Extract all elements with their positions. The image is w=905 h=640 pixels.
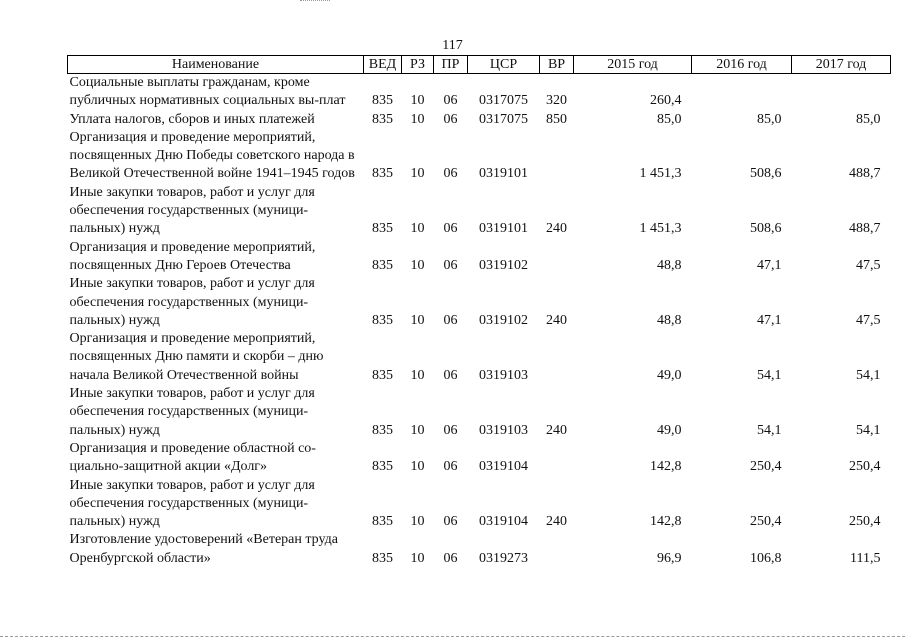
row-pr: 06 xyxy=(443,257,458,273)
row-rz: 10 xyxy=(410,550,425,566)
row-vr xyxy=(540,129,574,184)
row-name: Организация и проведение мероприятий, посвященных Дню Героев Отечества xyxy=(69,239,316,273)
row-value-2015: 96,9 xyxy=(657,550,682,566)
row-vr xyxy=(540,239,574,276)
row-vr: 240 xyxy=(546,514,567,530)
row-value-2015: 48,8 xyxy=(657,312,682,328)
row-vr: 850 xyxy=(546,111,567,127)
row-value-2016: 47,1 xyxy=(757,257,782,273)
row-name: Иные закупки товаров, работ и услуг для обеспечения государственных (муници-пальных) нужд xyxy=(69,184,315,237)
row-pr: 06 xyxy=(443,166,458,182)
row-value-2015: 1 451,3 xyxy=(639,166,682,182)
row-csr: 0319102 xyxy=(479,312,528,328)
table-row xyxy=(68,385,891,440)
row-value-2015: 1 451,3 xyxy=(639,221,682,237)
row-ved: 835 xyxy=(372,93,393,109)
row-csr: 0319103 xyxy=(479,367,528,383)
table-row xyxy=(68,239,891,276)
row-name: Организация и проведение областной со-циально-защитной акции «Долг» xyxy=(69,440,316,475)
row-value-2016: 85,0 xyxy=(757,111,782,127)
row-ved: 835 xyxy=(372,459,393,475)
row-csr: 0319101 xyxy=(479,221,528,237)
row-name: Уплата налогов, сборов и иных платежей xyxy=(69,111,315,127)
row-value-2015: 85,0 xyxy=(657,111,682,127)
row-csr: 0319102 xyxy=(479,257,528,273)
row-csr: 0317075 xyxy=(479,111,528,127)
row-vr xyxy=(540,330,574,385)
row-value-2016: 250,4 xyxy=(750,459,782,475)
table-row xyxy=(68,477,891,532)
header-pr: ПР xyxy=(434,56,468,74)
row-vr: 320 xyxy=(546,93,567,109)
row-value-2017: 47,5 xyxy=(856,312,881,328)
scan-artifact xyxy=(300,0,330,4)
table-row xyxy=(68,330,891,385)
row-ved: 835 xyxy=(372,422,393,438)
row-value-2017: 488,7 xyxy=(849,166,881,182)
row-ved: 835 xyxy=(372,550,393,566)
scan-bottom-edge xyxy=(0,636,905,637)
row-value-2017: 111,5 xyxy=(850,550,881,566)
row-value-2017: 250,4 xyxy=(849,459,881,475)
row-pr: 06 xyxy=(443,93,458,109)
row-ved: 835 xyxy=(372,111,393,127)
row-pr: 06 xyxy=(443,111,458,127)
row-value-2015: 260,4 xyxy=(650,93,682,109)
page-number: 117 xyxy=(442,38,463,53)
row-value-2017 xyxy=(792,74,891,111)
row-name: Социальные выплаты гражданам, кроме публичных нормативных социальных вы-плат xyxy=(69,75,346,109)
row-vr: 240 xyxy=(546,422,567,438)
row-value-2017: 85,0 xyxy=(856,111,881,127)
row-value-2017: 54,1 xyxy=(856,422,881,438)
table-body xyxy=(68,74,891,569)
row-value-2015: 48,8 xyxy=(657,257,682,273)
row-value-2016: 54,1 xyxy=(757,367,782,383)
row-csr: 0319104 xyxy=(479,514,528,530)
row-value-2017: 250,4 xyxy=(849,514,881,530)
row-rz: 10 xyxy=(410,111,425,127)
row-pr: 06 xyxy=(443,422,458,438)
row-rz: 10 xyxy=(410,166,425,182)
row-vr: 240 xyxy=(546,312,567,328)
row-vr xyxy=(540,440,574,477)
row-ved: 835 xyxy=(372,514,393,530)
row-value-2016: 508,6 xyxy=(750,166,782,182)
row-pr: 06 xyxy=(443,459,458,475)
row-value-2016: 54,1 xyxy=(757,422,782,438)
table-row xyxy=(68,440,891,477)
header-vr: ВР xyxy=(540,56,574,74)
table-row xyxy=(68,111,891,129)
row-rz: 10 xyxy=(410,422,425,438)
row-pr: 06 xyxy=(443,367,458,383)
row-name: Иные закупки товаров, работ и услуг для обеспечения государственных (муници-пальных) нужд xyxy=(69,386,315,438)
row-csr: 0319101 xyxy=(479,166,528,182)
header-name: Наименование xyxy=(68,56,364,74)
row-rz: 10 xyxy=(410,459,425,475)
row-pr: 06 xyxy=(443,550,458,566)
row-pr: 06 xyxy=(443,514,458,530)
table-row xyxy=(68,275,891,330)
row-ved: 835 xyxy=(372,166,393,182)
header-2015: 2015 год xyxy=(574,56,692,74)
row-value-2015: 142,8 xyxy=(650,459,682,475)
table-header-row xyxy=(68,56,891,74)
row-pr: 06 xyxy=(443,221,458,237)
row-vr: 240 xyxy=(546,221,567,237)
table-row xyxy=(68,74,891,111)
row-value-2017: 54,1 xyxy=(856,367,881,383)
row-value-2016: 106,8 xyxy=(750,550,782,566)
row-ved: 835 xyxy=(372,312,393,328)
row-csr: 0319273 xyxy=(479,550,528,566)
row-value-2016: 508,6 xyxy=(750,221,782,237)
header-2017: 2017 год xyxy=(792,56,891,74)
row-value-2017: 47,5 xyxy=(856,257,881,273)
row-name: Организация и проведение мероприятий, посвященных Дню Победы советского народа в Великой Отечественной войне 1941–1945 годов xyxy=(69,129,355,182)
row-csr: 0319104 xyxy=(479,459,528,475)
row-value-2016 xyxy=(692,74,792,111)
row-name: Иные закупки товаров, работ и услуг для обеспечения государственных (муници-пальных) нужд xyxy=(69,477,315,530)
row-rz: 10 xyxy=(410,221,425,237)
row-value-2016: 250,4 xyxy=(750,514,782,530)
budget-table xyxy=(67,55,891,568)
row-value-2015: 142,8 xyxy=(650,514,682,530)
row-name: Иные закупки товаров, работ и услуг для обеспечения государственных (муници-пальных) нужд xyxy=(69,276,315,328)
row-value-2015: 49,0 xyxy=(657,367,682,383)
header-2016: 2016 год xyxy=(692,56,792,74)
header-ved: ВЕД xyxy=(364,56,402,74)
row-value-2016: 47,1 xyxy=(757,312,782,328)
row-rz: 10 xyxy=(410,312,425,328)
row-ved: 835 xyxy=(372,367,393,383)
table-row xyxy=(68,531,891,568)
row-csr: 0317075 xyxy=(479,93,528,109)
row-ved: 835 xyxy=(372,257,393,273)
row-csr: 0319103 xyxy=(479,422,528,438)
row-vr xyxy=(540,531,574,568)
row-value-2015: 49,0 xyxy=(657,422,682,438)
row-rz: 10 xyxy=(410,514,425,530)
header-rz: РЗ xyxy=(402,56,434,74)
row-rz: 10 xyxy=(410,257,425,273)
row-rz: 10 xyxy=(410,93,425,109)
header-csr: ЦСР xyxy=(468,56,540,74)
row-value-2017: 488,7 xyxy=(849,221,881,237)
row-name: Организация и проведение мероприятий, посвященных Дню памяти и скорби – дню начала Великой Отечественной войны xyxy=(69,331,324,383)
row-ved: 835 xyxy=(372,221,393,237)
table-row xyxy=(68,129,891,184)
table-row xyxy=(68,184,891,239)
row-pr: 06 xyxy=(443,312,458,328)
row-name: Изготовление удостоверений «Ветеран труда Оренбургской области» xyxy=(69,532,338,566)
row-rz: 10 xyxy=(410,367,425,383)
